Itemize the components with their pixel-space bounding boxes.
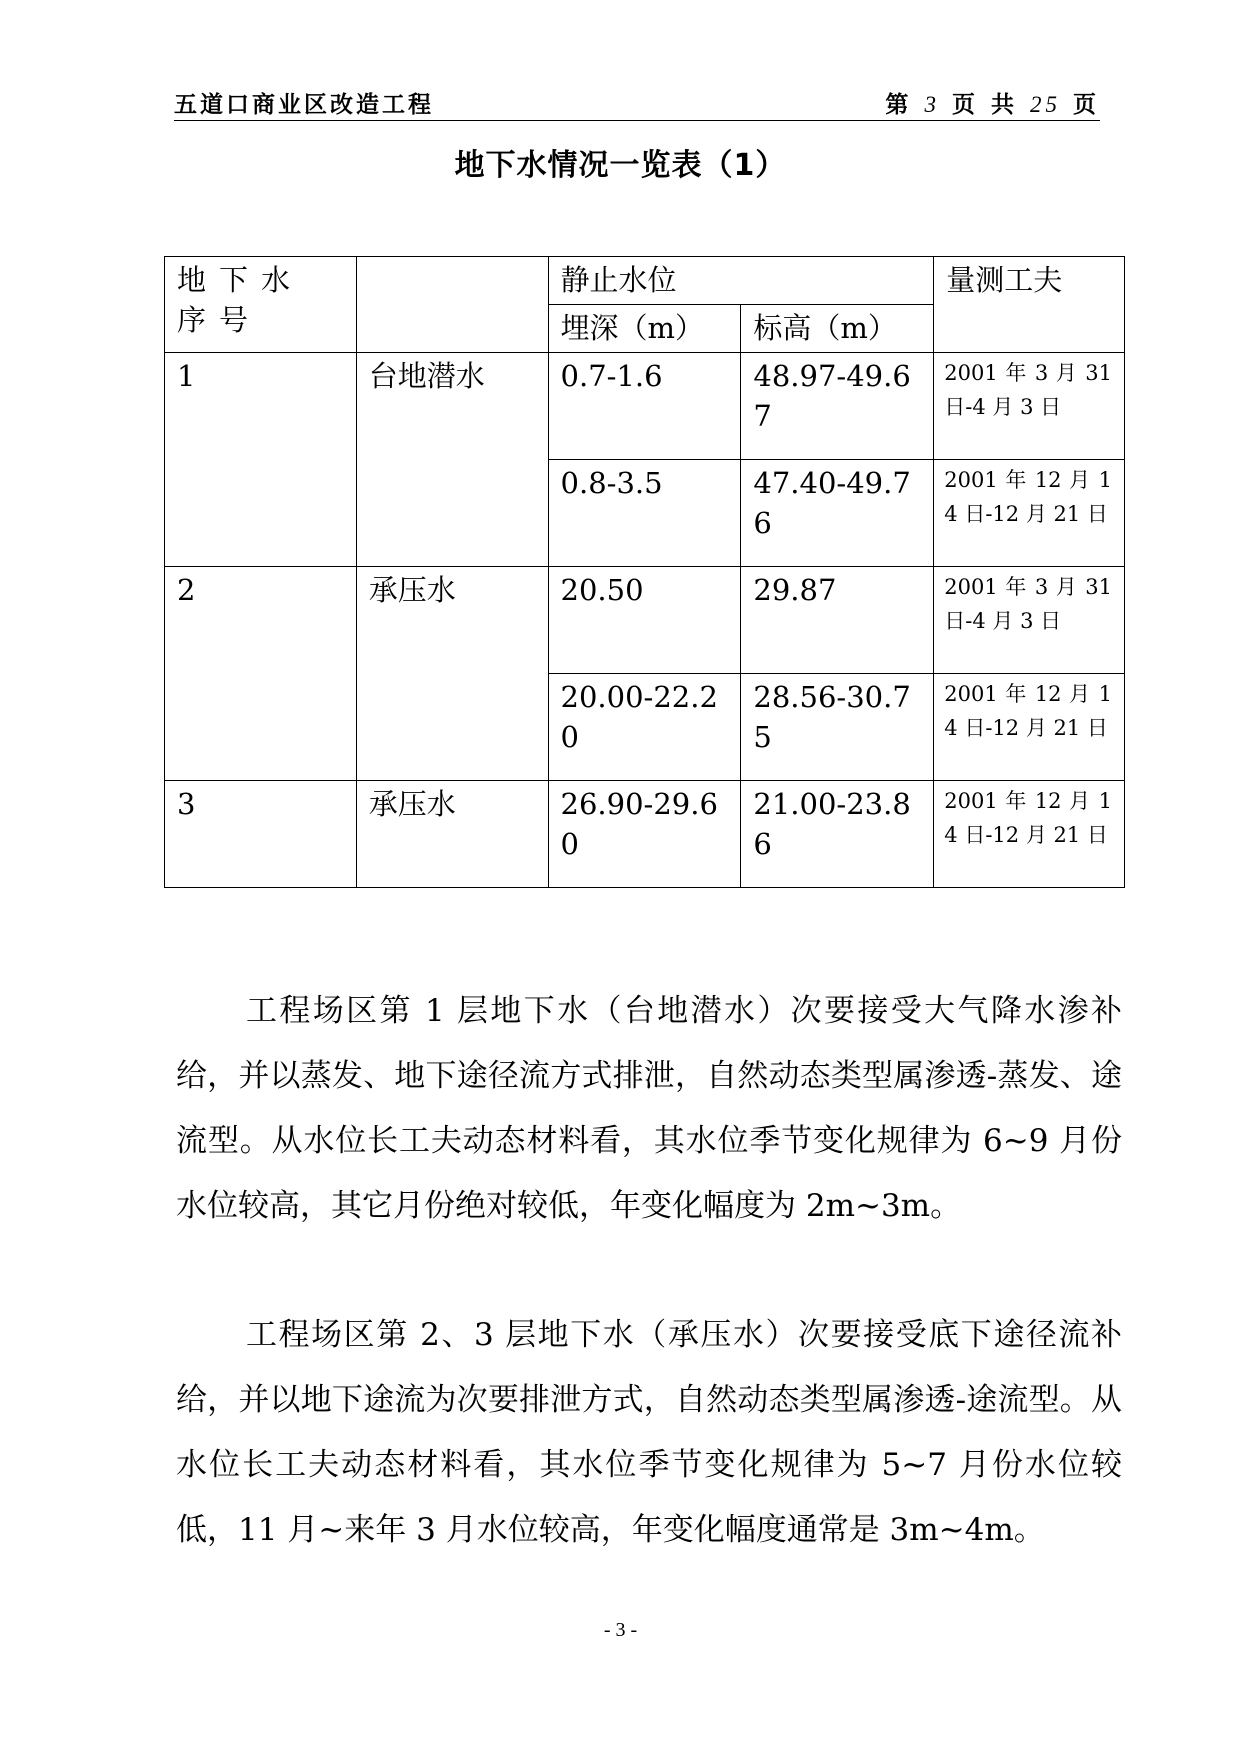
page-header [174, 84, 1100, 121]
paragraph-layer2-3: 工程场区第 2、3 层地下水（承压水）次要接受底下途径流补给，并以地下途流为次要排泄方式，自然动态类型属渗透-途流型。从水位长工夫动态材料看，其水位季节变化规律为 5~7 月份水位较低，11 月~来年 3 月水位较高，年变化幅度通常是 3m~4m。 [176, 1317, 1122, 1548]
header-type-empty [356, 257, 548, 353]
cell-type: 承压水 [356, 781, 548, 888]
cell-date: 2001 年 3 月 31 日-4 月 3 日 [934, 353, 1125, 460]
page-mid: 页 共 [951, 92, 1018, 118]
cell-depth: 20.50 [548, 567, 741, 674]
cell-seq: 3 [165, 781, 357, 888]
header-measure-time: 量测工夫 [934, 257, 1125, 353]
header-static-level: 静止水位 [548, 257, 934, 305]
table-row [165, 353, 1125, 460]
cell-type: 承压水 [356, 567, 548, 781]
cell-type: 台地潜水 [356, 353, 548, 567]
cell-seq: 2 [165, 567, 357, 781]
header-elevation: 标高（m） [741, 305, 934, 353]
page-footer-number: - 3 - [603, 1619, 638, 1641]
table-row [165, 567, 1125, 674]
header-seq: 地下水序号 [165, 257, 357, 353]
cell-depth: 20.00-22.20 [548, 674, 741, 781]
cell-depth: 0.7-1.6 [548, 353, 741, 460]
paragraph-layer1: 工程场区第 1 层地下水（台地潜水）次要接受大气降水渗补给，并以蒸发、地下途径流方式排泄，自然动态类型属渗透-蒸发、途流型。从水位长工夫动态材料看，其水位季节变化规律为 6~9 月份水位较高，其它月份绝对较低，年变化幅度为 2m~3m。 [176, 993, 1122, 1224]
table-header-row [165, 257, 1125, 305]
table-title: 地下水情况一览表（1） [454, 148, 787, 183]
cell-elevation: 28.56-30.75 [741, 674, 934, 781]
total-pages-number: 25 [1029, 92, 1061, 117]
cell-elevation: 21.00-23.86 [741, 781, 934, 888]
cell-seq: 1 [165, 353, 357, 567]
groundwater-table [164, 256, 1125, 888]
page-indicator [885, 86, 1100, 119]
cell-elevation: 29.87 [741, 567, 934, 674]
cell-depth: 0.8-3.5 [548, 460, 741, 567]
page-suffix: 页 [1073, 92, 1100, 118]
project-name: 五道口商业区改造工程 [174, 92, 434, 118]
cell-date: 2001 年 12 月 14 日-12 月 21 日 [934, 674, 1125, 781]
cell-elevation: 48.97-49.67 [741, 353, 934, 460]
cell-date: 2001 年 12 月 14 日-12 月 21 日 [934, 460, 1125, 567]
cell-elevation: 47.40-49.76 [741, 460, 934, 567]
header-depth: 埋深（m） [548, 305, 741, 353]
table-row [165, 781, 1125, 888]
cell-date: 2001 年 3 月 31 日-4 月 3 日 [934, 567, 1125, 674]
page-prefix: 第 [885, 92, 913, 118]
current-page-number: 3 [924, 92, 940, 117]
cell-depth: 26.90-29.60 [548, 781, 741, 888]
cell-date: 2001 年 12 月 14 日-12 月 21 日 [934, 781, 1125, 888]
